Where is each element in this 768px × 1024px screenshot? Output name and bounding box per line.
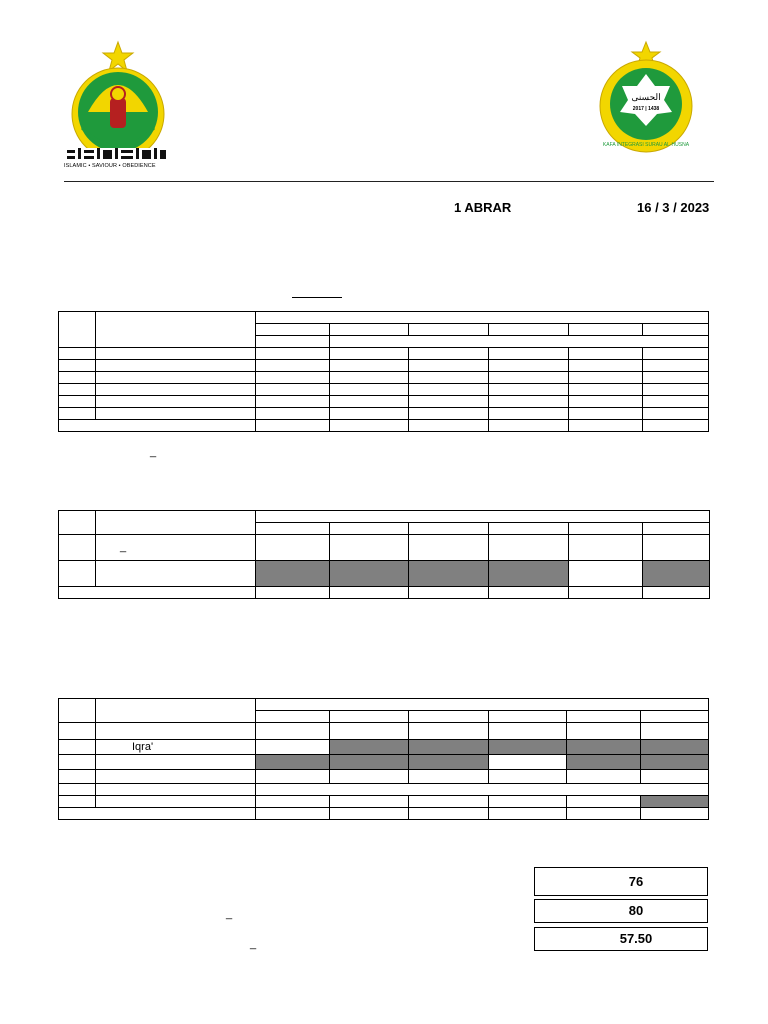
dash-mark: _ bbox=[120, 541, 127, 553]
logo-caption: KAFA INTEGRASI SURAU AL-HUSNA bbox=[602, 142, 690, 148]
kafa-logo bbox=[594, 40, 698, 154]
school-crest-logo bbox=[64, 40, 172, 172]
logo-years: 2017 | 1438 bbox=[632, 106, 660, 112]
underline-mark bbox=[292, 297, 342, 298]
dash-mark: _ bbox=[150, 446, 157, 458]
score-box-2 bbox=[534, 899, 708, 923]
dash-mark: _ bbox=[226, 908, 233, 920]
iqra-label: Iqra' bbox=[96, 740, 256, 755]
score-value: 76 bbox=[628, 874, 644, 889]
score-value: 57.50 bbox=[619, 931, 653, 946]
score-box-1 bbox=[534, 867, 708, 896]
crest-caption: ISLAMIC • SAVIOUR • OBEDIENCE bbox=[64, 163, 156, 169]
results-table-3 bbox=[58, 698, 709, 820]
score-box-3 bbox=[534, 927, 708, 951]
report-date: 16 / 3 / 2023 bbox=[637, 200, 710, 215]
score-value: 80 bbox=[628, 903, 644, 918]
results-table-2 bbox=[58, 510, 710, 599]
header-divider bbox=[64, 181, 714, 182]
logo-arabic-text: الحسنى bbox=[631, 92, 661, 102]
class-name: 1 ABRAR bbox=[454, 200, 512, 215]
dash-mark: _ bbox=[250, 938, 257, 950]
results-table-1 bbox=[58, 311, 709, 432]
